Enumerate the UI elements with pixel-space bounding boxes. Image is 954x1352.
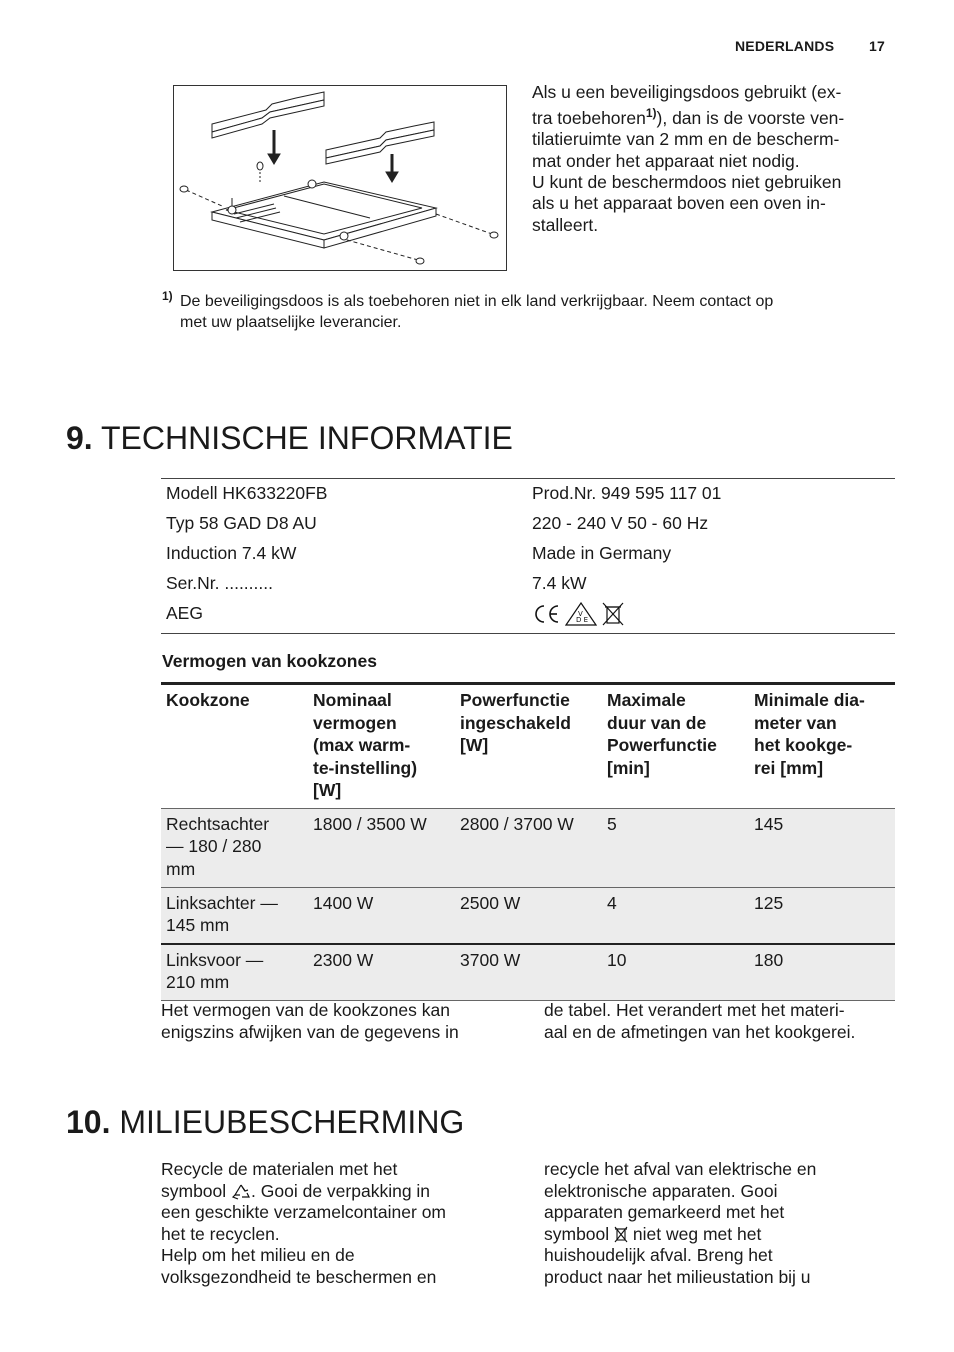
header-cell: Kookzone	[161, 684, 308, 809]
table-row	[161, 944, 895, 1001]
certification-marks	[532, 602, 892, 632]
table-note-left: Het vermogen van de kookzones kan enigszins afwijken van de gegevens in	[161, 1000, 459, 1042]
table-cell: 125	[749, 887, 895, 944]
header-cell: Nominaal vermogen (max warm- te-instelling) [W]	[308, 684, 455, 809]
table-cell: 2800 / 3700 W	[455, 808, 602, 887]
table-note-right: de tabel. Het verandert met het materi- aal en de afmetingen van het kookgerei.	[544, 1000, 856, 1042]
footnote-text: De beveiligingsdoos is als toebehoren niet in elk land verkrijgbaar. Neem contact op met uw plaatselijke leverancier.	[180, 293, 774, 331]
footnote-mark: 1)	[162, 289, 173, 303]
spec-right-column: Prod.Nr. 949 595 117 01 220 - 240 V 50 - 60 Hz Made in Germany 7.4 kW D E V	[532, 482, 892, 632]
footnote-ref: 1)	[645, 106, 657, 121]
table-cell: Linksachter — 145 mm	[161, 887, 308, 944]
table-cell: 1400 W	[308, 887, 455, 944]
recycle-icon	[231, 1183, 251, 1201]
protection-box-figure	[173, 85, 507, 271]
table-cell: Linksvoor — 210 mm	[161, 944, 308, 1001]
spec-bottom-rule	[161, 633, 895, 634]
ce-mark-icon	[532, 603, 560, 625]
table-cell: 145	[749, 808, 895, 887]
section-10-heading: 10. MILIEUBESCHERMING	[66, 1104, 465, 1140]
table-cell: 180	[749, 944, 895, 1001]
table-cell: Rechtsachter — 180 / 280 mm	[161, 808, 308, 887]
cooking-zones-table	[161, 682, 895, 1001]
svg-text:D E: D E	[575, 616, 588, 625]
environment-left-column: Recycle de materialen met het symbool . Gooi de verpakking in een geschikte verzamelcontainer om het te recyclen. Help om het milieu en de volksgezondheid te beschermen en	[161, 1159, 447, 1287]
header-cell: Maximale duur van de Powerfunctie [min]	[602, 684, 749, 809]
table-cell: 5	[602, 808, 749, 887]
spec-left-column: Modell HK633220FB Typ 58 GAD D8 AU Induction 7.4 kW Ser.Nr. .......... AEG	[166, 483, 328, 623]
header-language: NEDERLANDS	[735, 38, 835, 54]
intro-paragraph: Als u een beveiligingsdoos gebruikt (ex- tra toebehoren$^{1)}$), dan is de voorste ven- tilatieruimte van 2 mm en de bescherm- mat onder het apparaat niet nodig. U kunt de beschermdoos niet gebruiken als u het apparaat boven een oven in- stalleert.	[532, 82, 845, 235]
table-header-row	[161, 684, 895, 809]
table-cell: 3700 W	[455, 944, 602, 1001]
weee-bin-icon	[602, 602, 624, 626]
page-number: 17	[869, 38, 885, 54]
table-cell: 2300 W	[308, 944, 455, 1001]
table-cell: 10	[602, 944, 749, 1001]
environment-right-column: recycle het afval van elektrische en elektronische apparaten. Gooi apparaten gemarkeerd met het symbool niet weg met het huishoudelijk afval. Breng het product naar het milieustation bij u	[544, 1159, 817, 1287]
weee-bin-icon	[614, 1226, 628, 1243]
table-cell: 2500 W	[455, 887, 602, 944]
header-cell: Minimale dia- meter van het kookge- rei [mm]	[749, 684, 895, 809]
section-9-heading: 9. TECHNISCHE INFORMATIE	[66, 420, 513, 456]
table-row	[161, 808, 895, 887]
protection-box-illustration	[174, 86, 506, 270]
vde-mark-icon	[565, 602, 597, 626]
table-cell: 4	[602, 887, 749, 944]
table-cell: 1800 / 3500 W	[308, 808, 455, 887]
table-subheading: Vermogen van kookzones	[162, 651, 377, 671]
spec-top-rule	[161, 478, 895, 479]
svg-text:V: V	[577, 610, 583, 619]
header-cell: Powerfunctie ingeschakeld [W]	[455, 684, 602, 809]
table-row	[161, 887, 895, 944]
